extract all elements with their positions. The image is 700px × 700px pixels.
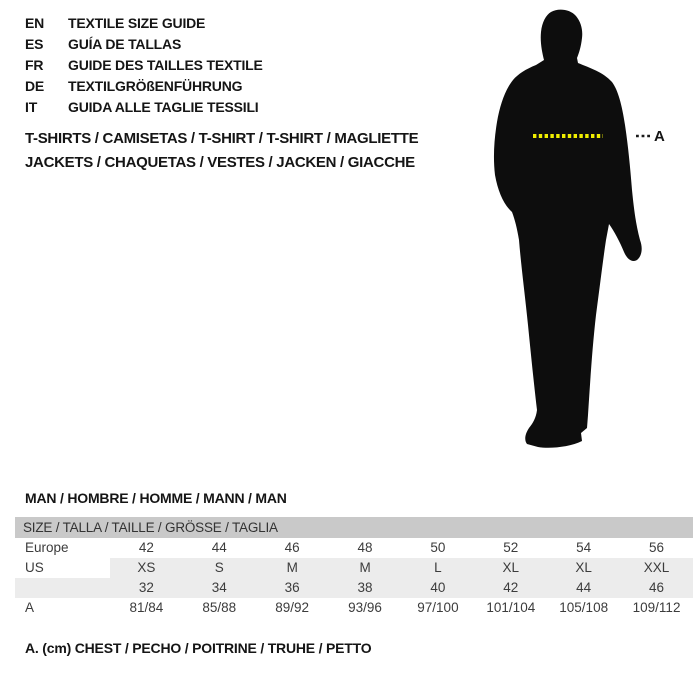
size-cell: XL	[575, 560, 592, 575]
size-cell: 36	[284, 580, 300, 595]
size-cell: 105/108	[559, 600, 609, 615]
row-label-europe: Europe	[25, 540, 69, 555]
language-text: GUÍA DE TALLAS	[68, 36, 182, 52]
row-label-numeric	[15, 578, 110, 598]
size-cell: 46	[649, 580, 665, 595]
size-cell: 44	[576, 580, 592, 595]
language-text: GUIDE DES TAILLES TEXTILE	[68, 57, 263, 73]
language-code: IT	[25, 99, 38, 115]
language-code: FR	[25, 57, 44, 73]
language-text: TEXTILE SIZE GUIDE	[68, 15, 206, 31]
category-list	[25, 127, 418, 175]
size-table-row-a	[15, 598, 693, 618]
row-values	[110, 558, 693, 578]
size-cell: 34	[211, 580, 227, 595]
section-title-man: MAN / HOMBRE / HOMME / MANN / MAN	[25, 490, 287, 506]
size-cell: 52	[503, 540, 519, 555]
size-cell: 85/88	[202, 600, 237, 615]
language-row	[25, 76, 263, 97]
size-cell: 42	[138, 540, 154, 555]
size-cell: 93/96	[348, 600, 382, 615]
size-cell: M	[359, 560, 371, 575]
size-cell: 56	[649, 540, 665, 555]
size-table-row-us	[15, 558, 693, 578]
size-cell: 101/104	[486, 600, 536, 615]
size-cell: 32	[138, 580, 154, 595]
language-row	[25, 13, 263, 34]
language-text: TEXTILGRÖßENFÜHRUNG	[68, 78, 243, 94]
size-table-row-europe	[15, 538, 693, 558]
size-cell: 109/112	[632, 600, 681, 615]
size-cell: 81/84	[129, 600, 164, 615]
size-cell: 50	[430, 540, 446, 555]
row-values	[110, 598, 693, 618]
size-cell: 97/100	[417, 600, 459, 615]
row-values	[110, 538, 693, 558]
language-code: DE	[25, 78, 45, 94]
size-cell: 40	[430, 580, 446, 595]
language-row	[25, 55, 263, 76]
size-cell: 42	[503, 580, 519, 595]
size-cell: 38	[357, 580, 373, 595]
language-text: GUIDA ALLE TAGLIE TESSILI	[68, 99, 259, 115]
language-row	[25, 34, 263, 55]
row-values	[110, 578, 693, 598]
row-label-a: A	[25, 600, 35, 615]
category-line-jackets: JACKETS / CHAQUETAS / VESTES / JACKEN / GIACCHE	[25, 154, 415, 171]
language-list	[25, 13, 263, 118]
size-cell: XL	[502, 560, 520, 575]
size-table-row-numeric	[15, 578, 693, 598]
language-code: EN	[25, 15, 45, 31]
row-label-us: US	[15, 558, 110, 578]
size-table-header: SIZE / TALLA / TAILLE / GRÖSSE / TAGLIA	[15, 517, 693, 538]
size-cell: 89/92	[275, 600, 310, 615]
language-row	[25, 97, 263, 118]
size-cell: 48	[357, 540, 373, 555]
size-cell: XXL	[643, 560, 670, 575]
measurement-footnote: A. (cm) CHEST / PECHO / POITRINE / TRUHE / PETTO	[25, 640, 372, 656]
man-silhouette-shape	[494, 10, 642, 448]
man-figure	[488, 4, 668, 456]
size-cell: S	[214, 560, 224, 575]
size-cell: 44	[211, 540, 227, 555]
measure-label-a: A	[654, 128, 665, 145]
language-code: ES	[25, 36, 44, 52]
man-silhouette	[488, 4, 668, 456]
size-cell: M	[286, 560, 298, 575]
size-cell: 54	[576, 540, 592, 555]
size-cell: 46	[284, 540, 300, 555]
size-cell: L	[434, 560, 442, 575]
size-table	[15, 517, 693, 618]
category-line-tshirts: T-SHIRTS / CAMISETAS / T-SHIRT / T-SHIRT / MAGLIETTE	[25, 130, 419, 147]
size-cell: XS	[137, 560, 156, 575]
